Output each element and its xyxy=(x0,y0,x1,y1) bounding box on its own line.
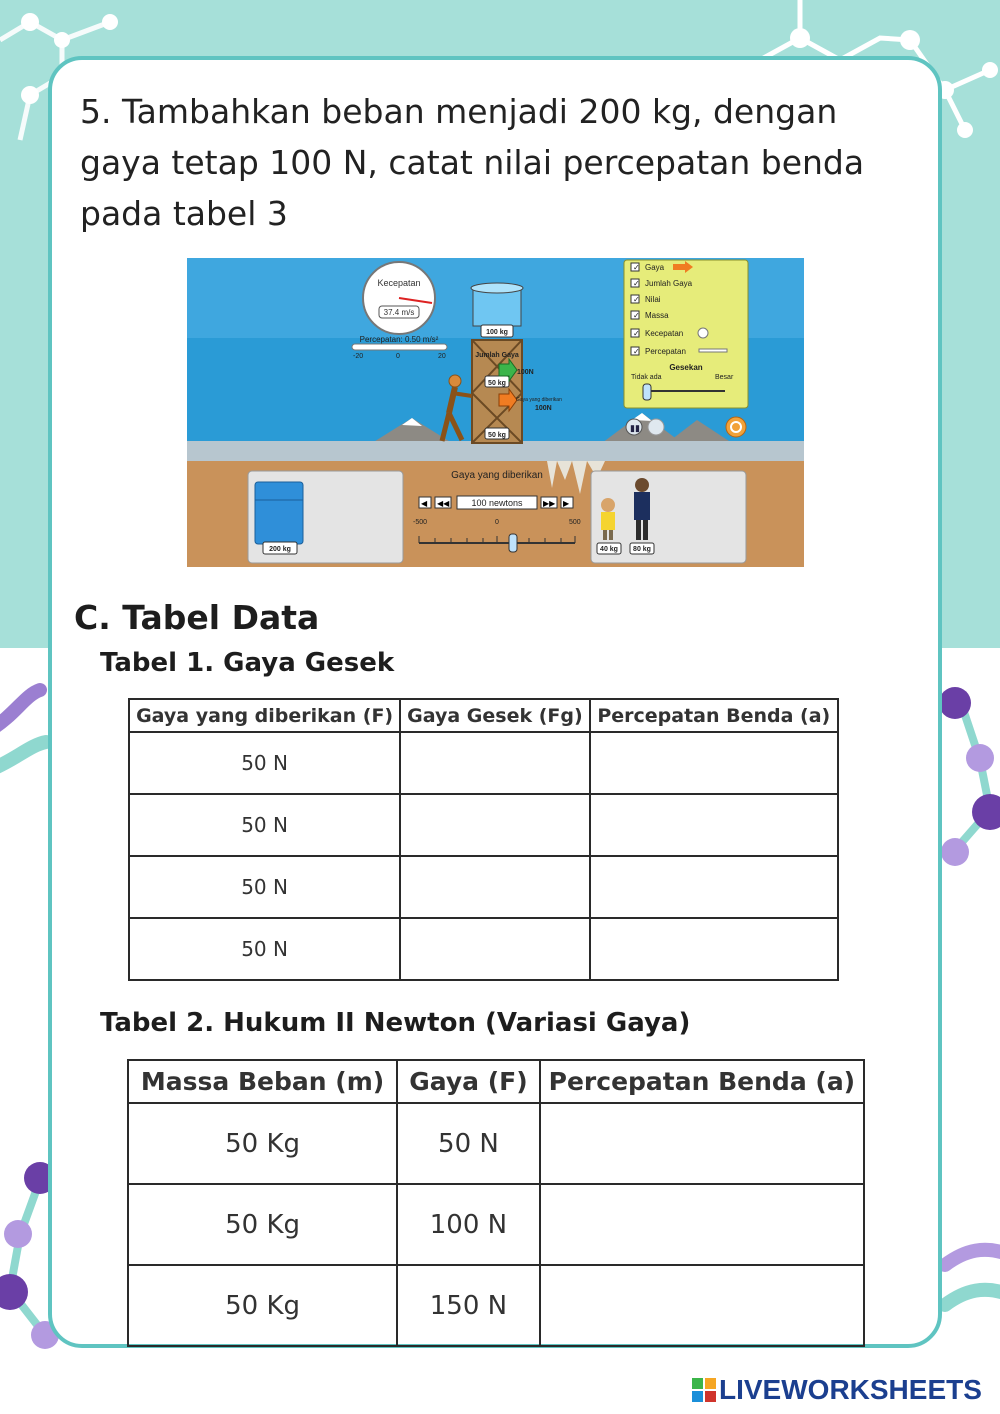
table-row xyxy=(129,732,838,794)
sum-force-label: Jumlah Gaya xyxy=(475,352,519,359)
fridge-icon xyxy=(255,482,303,544)
question-text: 5. Tambahkan beban menjadi 200 kg, dengan gaya tetap 100 N, catat nilai percepatan benda pada tabel 3 xyxy=(80,92,865,233)
liveworksheets-logo xyxy=(692,1373,982,1407)
table1-cell[interactable] xyxy=(400,918,589,980)
sum-force-value: 100N xyxy=(517,369,534,376)
crate-top-label: 100 kg xyxy=(486,329,508,336)
table-row xyxy=(128,1265,864,1346)
water-bucket xyxy=(471,283,523,326)
option-jumlah-gaya: Jumlah Gaya xyxy=(645,279,693,288)
man-label: 80 kg xyxy=(633,546,651,553)
svg-text:◀: ◀ xyxy=(421,499,428,508)
table1-cell: 50 N xyxy=(129,732,400,794)
girl-label: 40 kg xyxy=(600,546,618,553)
friction-max: Besar xyxy=(715,374,734,381)
applied-force-title: Gaya yang diberikan xyxy=(451,470,543,481)
table1-cell[interactable] xyxy=(400,856,589,918)
table2-cell: 50 Kg xyxy=(128,1265,397,1346)
svg-text:✓: ✓ xyxy=(633,311,640,320)
option-massa: Massa xyxy=(645,311,669,320)
option-kecepatan: Kecepatan xyxy=(645,329,684,338)
acceleration-label: Percepatan: 0.50 m/s² xyxy=(359,335,439,344)
table1-cell[interactable] xyxy=(590,732,838,794)
table-row xyxy=(129,794,838,856)
table1-cell[interactable] xyxy=(590,794,838,856)
speed-readout: 37.4 m/s xyxy=(383,308,415,317)
table1-cell[interactable] xyxy=(400,732,589,794)
force-tick-max: 500 xyxy=(569,519,581,526)
svg-text:✓: ✓ xyxy=(633,347,640,356)
table2-cell[interactable] xyxy=(540,1265,864,1346)
table2 xyxy=(127,1059,865,1347)
table-row xyxy=(129,918,838,980)
svg-text:✓: ✓ xyxy=(633,329,640,338)
section-title: C. Tabel Data xyxy=(74,598,320,637)
option-nilai: Nilai xyxy=(645,295,661,304)
svg-text:✓: ✓ xyxy=(633,263,640,272)
option-percepatan: Percepatan xyxy=(645,347,686,356)
speedometer-icon xyxy=(363,262,435,334)
bottom-crate-label: 50 kg xyxy=(488,432,506,439)
svg-text:▶▶: ▶▶ xyxy=(543,499,556,508)
logo-grid-icon xyxy=(692,1378,716,1402)
table2-cell: 50 Kg xyxy=(128,1184,397,1265)
table1-header: Percepatan Benda (a) xyxy=(590,699,838,732)
svg-text:▶: ▶ xyxy=(563,499,570,508)
svg-text:◀◀: ◀◀ xyxy=(437,499,450,508)
table1-header: Gaya yang diberikan (F) xyxy=(129,699,400,732)
speedometer-label: Kecepatan xyxy=(377,278,421,288)
wave-left xyxy=(0,690,46,770)
table2-title: Tabel 2. Hukum II Newton (Variasi Gaya) xyxy=(100,1008,691,1038)
table2-header: Percepatan Benda (a) xyxy=(540,1060,864,1103)
table2-cell[interactable] xyxy=(540,1103,864,1184)
table1-title: Tabel 1. Gaya Gesek xyxy=(100,648,395,678)
fridge-label: 200 kg xyxy=(269,546,291,553)
table2-cell: 50 Kg xyxy=(128,1103,397,1184)
svg-text:✓: ✓ xyxy=(633,279,640,288)
table-row xyxy=(129,856,838,918)
friction-min: Tidak ada xyxy=(631,374,662,381)
force-tick-min: -500 xyxy=(413,519,428,526)
mid-crate-label: 50 kg xyxy=(488,380,506,387)
reset-icon xyxy=(726,417,746,437)
table-row xyxy=(128,1184,864,1265)
table1-cell[interactable] xyxy=(590,918,838,980)
molecule-right xyxy=(939,687,1000,866)
step-button xyxy=(648,419,664,435)
acc-tick-min: -20 xyxy=(353,353,364,360)
friction-handle xyxy=(643,384,651,400)
force-tick-zero: 0 xyxy=(495,519,499,526)
table2-header: Gaya (F) xyxy=(397,1060,540,1103)
table1-cell: 50 N xyxy=(129,918,400,980)
svg-text:✓: ✓ xyxy=(633,295,640,304)
table1-cell[interactable] xyxy=(590,856,838,918)
force-handle xyxy=(509,534,517,552)
applied-force-small-label: Gaya yang diberikan xyxy=(516,397,562,403)
applied-force-value: 100 newtons xyxy=(471,498,523,508)
table2-cell: 100 N xyxy=(397,1184,540,1265)
acc-tick-max: 20 xyxy=(438,353,446,360)
table-row xyxy=(128,1103,864,1184)
table2-cell: 50 N xyxy=(397,1103,540,1184)
table2-cell: 150 N xyxy=(397,1265,540,1346)
acceleration-bar xyxy=(352,344,447,350)
applied-force-small-value: 100N xyxy=(535,405,552,412)
forces-simulation-image xyxy=(187,258,804,567)
logo-text: LIVEWORKSHEETS xyxy=(719,1374,982,1405)
friction-label: Gesekan xyxy=(669,363,703,372)
table2-header: Massa Beban (m) xyxy=(128,1060,397,1103)
acc-tick-zero: 0 xyxy=(396,353,400,360)
option-gaya: Gaya xyxy=(645,263,665,272)
table1 xyxy=(128,698,839,981)
table1-cell[interactable] xyxy=(400,794,589,856)
table1-cell: 50 N xyxy=(129,856,400,918)
table1-cell: 50 N xyxy=(129,794,400,856)
wave-bottom-right xyxy=(945,1250,1000,1305)
svg-text:▮▮: ▮▮ xyxy=(630,423,640,433)
table2-cell[interactable] xyxy=(540,1184,864,1265)
table1-header: Gaya Gesek (Fg) xyxy=(400,699,589,732)
